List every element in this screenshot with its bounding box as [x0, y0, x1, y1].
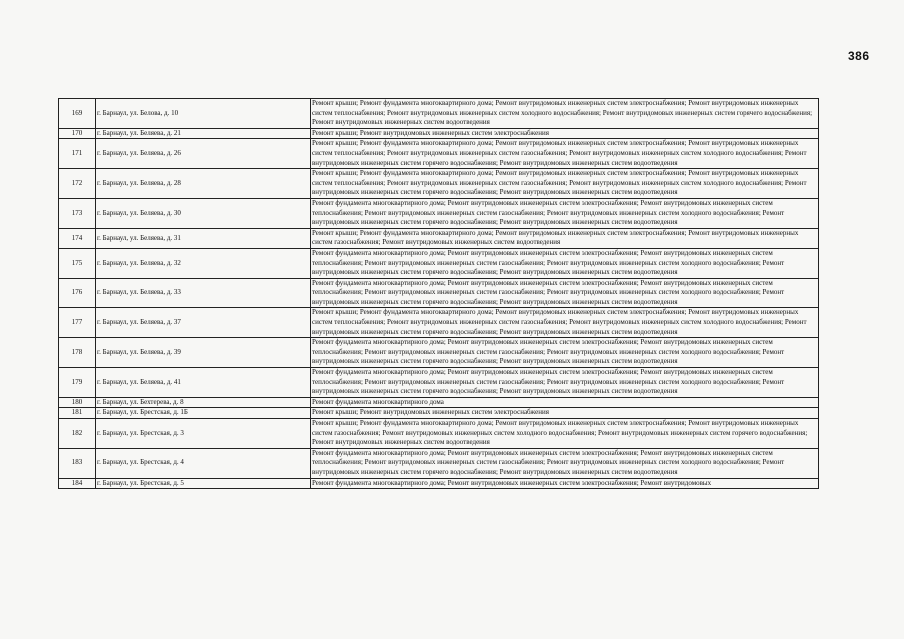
table-row [59, 139, 819, 169]
row-number: 183 [59, 448, 96, 478]
table-row [59, 169, 819, 199]
row-number: 176 [59, 278, 96, 308]
table-row [59, 368, 819, 398]
row-address: г. Барнаул, ул. Беляева, д. 37 [96, 308, 311, 338]
repair-registry-table [58, 98, 819, 489]
table-row [59, 308, 819, 338]
table-row [59, 278, 819, 308]
row-address: г. Барнаул, ул. Брестская, д. 3 [96, 419, 311, 449]
row-number: 175 [59, 248, 96, 278]
row-works: Ремонт крыши; Ремонт фундамента многоквартирного дома; Ремонт внутридомовых инженерных систем электроснабжения; Ремонт внутридомовых инженерных систем газоснабжения; Ремонт внутридомовых инженерных систем холодного водоснабжения; Ремонт внутридомовых инженерных систем горячего водоснабжения; Ремонт внутридомовых инженерных систем водоотведения [311, 419, 819, 449]
row-number: 179 [59, 368, 96, 398]
table-row [59, 478, 819, 489]
row-address: г. Барнаул, ул. Белова, д. 10 [96, 99, 311, 129]
row-number: 177 [59, 308, 96, 338]
row-address: г. Барнаул, ул. Бехтерева, д. 8 [96, 397, 311, 408]
row-works: Ремонт крыши; Ремонт фундамента многоквартирного дома; Ремонт внутридомовых инженерных систем электроснабжения; Ремонт внутридомовых инженерных систем теплоснабжения; Ремонт внутридомовых инженерных систем газоснабжения; Ремонт внутридомовых инженерных систем холодного водоснабжения; Ремонт внутридомовых инженерных систем горячего водоснабжения; Ремонт внутридомовых инженерных систем водоотведения [311, 169, 819, 199]
row-works: Ремонт фундамента многоквартирного дома; Ремонт внутридомовых инженерных систем электроснабжения; Ремонт внутридомовых инженерных систем теплоснабжения; Ремонт внутридомовых инженерных систем газоснабжения; Ремонт внутридомовых инженерных систем холодного водоснабжения; Ремонт внутридомовых инженерных систем горячего водоснабжения; Ремонт внутридомовых инженерных систем водоотведения [311, 368, 819, 398]
table-row [59, 338, 819, 368]
row-number: 178 [59, 338, 96, 368]
row-number: 174 [59, 228, 96, 248]
table-row [59, 419, 819, 449]
row-works: Ремонт фундамента многоквартирного дома; Ремонт внутридомовых инженерных систем электроснабжения; Ремонт внутридомовых [311, 478, 819, 489]
row-number: 180 [59, 397, 96, 408]
table-row [59, 397, 819, 408]
row-address: г. Барнаул, ул. Беляева, д. 39 [96, 338, 311, 368]
row-number: 172 [59, 169, 96, 199]
row-address: г. Барнаул, ул. Беляева, д. 33 [96, 278, 311, 308]
row-address: г. Барнаул, ул. Беляева, д. 26 [96, 139, 311, 169]
row-address: г. Барнаул, ул. Беляева, д. 41 [96, 368, 311, 398]
row-works: Ремонт фундамента многоквартирного дома; Ремонт внутридомовых инженерных систем электроснабжения; Ремонт внутридомовых инженерных систем теплоснабжения; Ремонт внутридомовых инженерных систем газоснабжения; Ремонт внутридомовых инженерных систем холодного водоснабжения; Ремонт внутридомовых инженерных систем горячего водоснабжения; Ремонт внутридомовых инженерных систем водоотведения [311, 278, 819, 308]
row-works: Ремонт крыши; Ремонт внутридомовых инженерных систем электроснабжения [311, 408, 819, 419]
row-address: г. Барнаул, ул. Беляева, д. 30 [96, 198, 311, 228]
table-body [59, 99, 819, 489]
row-number: 170 [59, 128, 96, 139]
table-row [59, 198, 819, 228]
row-works: Ремонт крыши; Ремонт фундамента многоквартирного дома; Ремонт внутридомовых инженерных систем электроснабжения; Ремонт внутридомовых инженерных систем теплоснабжения; Ремонт внутридомовых инженерных систем холодного водоснабжения; Ремонт внутридомовых инженерных систем горячего водоснабжения; Ремонт внутридомовых инженерных систем водоотведения [311, 99, 819, 129]
row-address: г. Барнаул, ул. Брестская, д. 1Б [96, 408, 311, 419]
row-works: Ремонт крыши; Ремонт фундамента многоквартирного дома; Ремонт внутридомовых инженерных систем электроснабжения; Ремонт внутридомовых инженерных систем газоснабжения; Ремонт внутридомовых инженерных систем водоотведения [311, 228, 819, 248]
row-address: г. Барнаул, ул. Брестская, д. 5 [96, 478, 311, 489]
table-row [59, 248, 819, 278]
row-number: 181 [59, 408, 96, 419]
row-works: Ремонт фундамента многоквартирного дома; Ремонт внутридомовых инженерных систем электроснабжения; Ремонт внутридомовых инженерных систем теплоснабжения; Ремонт внутридомовых инженерных систем газоснабжения; Ремонт внутридомовых инженерных систем холодного водоснабжения; Ремонт внутридомовых инженерных систем горячего водоснабжения; Ремонт внутридомовых инженерных систем водоотведения [311, 248, 819, 278]
row-number: 184 [59, 478, 96, 489]
row-address: г. Барнаул, ул. Беляева, д. 28 [96, 169, 311, 199]
row-address: г. Барнаул, ул. Беляева, д. 32 [96, 248, 311, 278]
row-works: Ремонт фундамента многоквартирного дома; Ремонт внутридомовых инженерных систем электроснабжения; Ремонт внутридомовых инженерных систем теплоснабжения; Ремонт внутридомовых инженерных систем газоснабжения; Ремонт внутридомовых инженерных систем холодного водоснабжения; Ремонт внутридомовых инженерных систем горячего водоснабжения; Ремонт внутридомовых инженерных систем водоотведения [311, 338, 819, 368]
row-number: 182 [59, 419, 96, 449]
row-number: 169 [59, 99, 96, 129]
row-works: Ремонт фундамента многоквартирного дома; Ремонт внутридомовых инженерных систем электроснабжения; Ремонт внутридомовых инженерных систем теплоснабжения; Ремонт внутридомовых инженерных систем газоснабжения; Ремонт внутридомовых инженерных систем холодного водоснабжения; Ремонт внутридомовых инженерных систем горячего водоснабжения; Ремонт внутридомовых инженерных систем водоотведения [311, 198, 819, 228]
table-row [59, 448, 819, 478]
row-works: Ремонт крыши; Ремонт фундамента многоквартирного дома; Ремонт внутридомовых инженерных систем электроснабжения; Ремонт внутридомовых инженерных систем теплоснабжения; Ремонт внутридомовых инженерных систем газоснабжения; Ремонт внутридомовых инженерных систем холодного водоснабжения; Ремонт внутридомовых инженерных систем горячего водоснабжения; Ремонт внутридомовых инженерных систем водоотведения [311, 308, 819, 338]
row-address: г. Барнаул, ул. Беляева, д. 31 [96, 228, 311, 248]
row-number: 171 [59, 139, 96, 169]
row-address: г. Барнаул, ул. Беляева, д. 21 [96, 128, 311, 139]
page-number: 386 [848, 49, 870, 63]
table-row [59, 228, 819, 248]
row-address: г. Барнаул, ул. Брестская, д. 4 [96, 448, 311, 478]
table-row [59, 408, 819, 419]
row-works: Ремонт крыши; Ремонт фундамента многоквартирного дома; Ремонт внутридомовых инженерных систем электроснабжения; Ремонт внутридомовых инженерных систем теплоснабжения; Ремонт внутридомовых инженерных систем газоснабжения; Ремонт внутридомовых инженерных систем холодного водоснабжения; Ремонт внутридомовых инженерных систем горячего водоснабжения; Ремонт внутридомовых инженерных систем водоотведения [311, 139, 819, 169]
table-row [59, 99, 819, 129]
table-row [59, 128, 819, 139]
row-number: 173 [59, 198, 96, 228]
row-works: Ремонт фундамента многоквартирного дома [311, 397, 819, 408]
row-works: Ремонт фундамента многоквартирного дома; Ремонт внутридомовых инженерных систем электроснабжения; Ремонт внутридомовых инженерных систем теплоснабжения; Ремонт внутридомовых инженерных систем газоснабжения; Ремонт внутридомовых инженерных систем холодного водоснабжения; Ремонт внутридомовых инженерных систем горячего водоснабжения; Ремонт внутридомовых инженерных систем водоотведения [311, 448, 819, 478]
row-works: Ремонт крыши; Ремонт внутридомовых инженерных систем электроснабжения [311, 128, 819, 139]
